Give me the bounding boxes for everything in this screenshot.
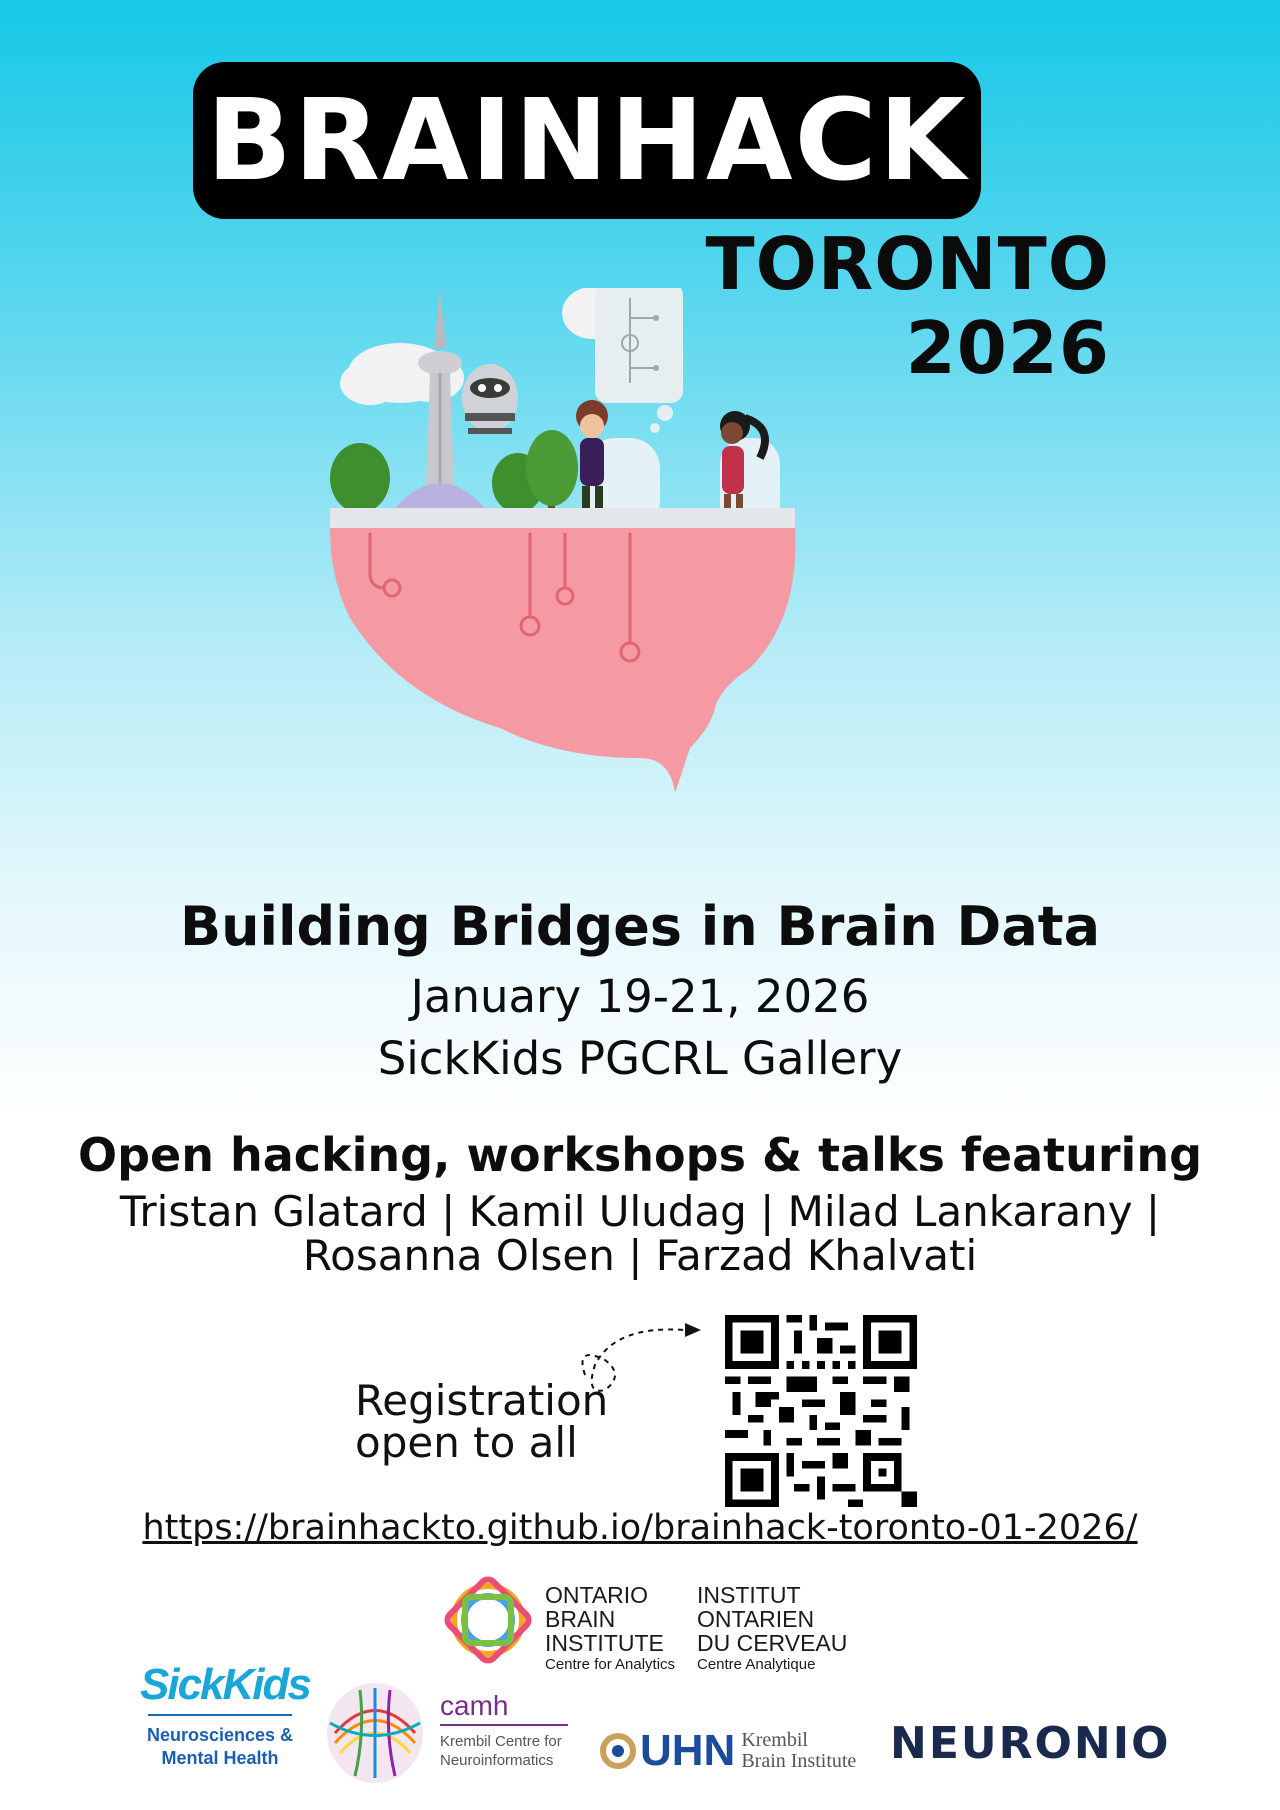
obi-en-line-2: BRAIN [545, 1606, 616, 1632]
registration-line-1: Registration [355, 1376, 609, 1425]
qr-finder-top-left [725, 1315, 779, 1369]
event-date: January 19-21, 2026 [410, 970, 870, 1023]
obi-en-line-1: ONTARIO [545, 1582, 649, 1608]
qr-code[interactable] [725, 1315, 917, 1507]
registration-url-link[interactable]: https://brainhackto.github.io/brainhack-toronto-01-2026/ [142, 1508, 1138, 1548]
camh-line-2: Neuroinformatics [440, 1752, 554, 1769]
obi-fr-line-2: ONTARIEN [697, 1606, 815, 1632]
obi-fr-sub: Centre Analytique [697, 1656, 816, 1673]
event-venue: SickKids PGCRL Gallery [377, 1032, 903, 1085]
poster-subtitle: TORONTO 2026 [705, 222, 1110, 390]
brain-island-illustration [330, 288, 890, 878]
obi-french [697, 1583, 847, 1675]
camh-logo [440, 1690, 568, 1770]
speakers-line-2: Rosanna Olsen | Farzad Khalvati [302, 1231, 978, 1280]
sickkids-name: SickKids [140, 1660, 310, 1709]
ground-strip [330, 508, 795, 530]
sickkids-line-1: Neurosciences & [146, 1725, 294, 1745]
obi-en-sub: Centre for Analytics [545, 1656, 676, 1673]
headline: Building Bridges in Brain Data [179, 895, 1101, 958]
obi-logo-icon [443, 1575, 533, 1665]
camh-rule [440, 1724, 568, 1726]
camh-line-1: Krembil Centre for [440, 1733, 562, 1750]
obi-fr-line-3: DU CERVEAU [697, 1630, 848, 1656]
uhn-name: UHN [640, 1726, 736, 1775]
registration-note [355, 1376, 609, 1467]
speakers-list [0, 1187, 1280, 1280]
thought-bubble [595, 288, 683, 433]
uhn-line-2: Brain Institute [741, 1750, 857, 1772]
qr-finder-top-right [863, 1315, 917, 1369]
dashed-arrow-icon [575, 1305, 735, 1405]
uhn-logo [600, 1726, 856, 1776]
title-banner [193, 62, 981, 219]
obi-en-line-3: INSTITUTE [545, 1630, 664, 1656]
poster-title: BRAINHACK [206, 75, 968, 206]
camh-name: camh [440, 1690, 509, 1721]
raccoon [462, 364, 518, 434]
sickkids-rule [148, 1714, 292, 1716]
qr-finder-bottom-left [725, 1453, 779, 1507]
obi-fr-line-1: INSTITUT [697, 1582, 801, 1608]
uhn-mark-icon [600, 1733, 636, 1769]
brain-tractography-logo [320, 1678, 430, 1788]
obi-english [545, 1583, 675, 1675]
neuronio-logo: NEURONIO [890, 1718, 1171, 1769]
registration-line-2: open to all [355, 1418, 578, 1467]
sickkids-line-2: Mental Health [161, 1748, 279, 1768]
brain-island [330, 528, 795, 793]
featuring-heading: Open hacking, workshops & talks featuring [77, 1128, 1203, 1182]
uhn-line-1: Krembil [741, 1729, 808, 1751]
speakers-line-1: Tristan Glatard | Kamil Uludag | Milad Lankarany | [119, 1187, 1161, 1236]
sickkids-logo [140, 1660, 310, 1770]
